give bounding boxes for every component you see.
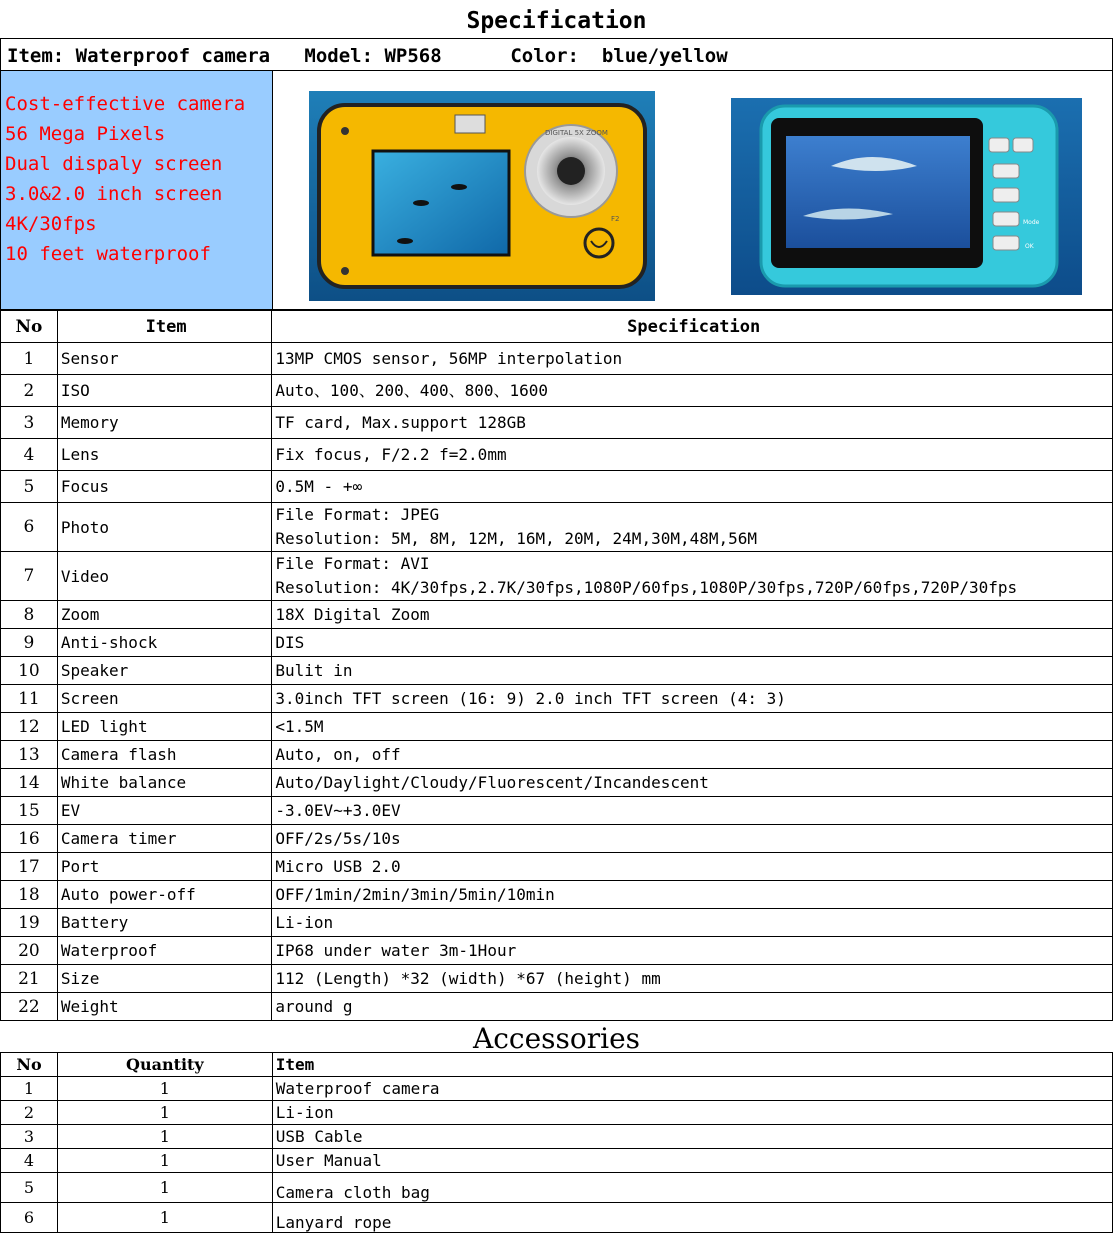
spec-no: 21: [1, 965, 58, 993]
spec-value-line: Fix focus, F/2.2 f=2.0mm: [275, 445, 507, 464]
spec-no: 11: [1, 685, 58, 713]
spec-row: [1, 937, 1113, 965]
spec-row: [1, 741, 1113, 769]
spec-row: [1, 601, 1113, 629]
acc-no: 4: [1, 1149, 58, 1173]
spec-row: [1, 552, 1113, 601]
spec-value: [272, 937, 1113, 965]
ok-label: OK: [1025, 243, 1034, 250]
spec-item-name: Video: [57, 552, 272, 601]
feature-list: [0, 70, 272, 310]
lens-ring-text: DIGITAL 5X ZOOM: [545, 129, 608, 137]
acc-no: 3: [1, 1125, 58, 1149]
spec-value: [272, 343, 1113, 375]
spec-row: [1, 965, 1113, 993]
spec-item-name: LED light: [57, 713, 272, 741]
spec-value-line: 3.0inch TFT screen (16: 9) 2.0 inch TFT screen (4: 3): [275, 689, 786, 708]
camera-front-image: [309, 91, 655, 301]
spec-item-name: EV: [57, 797, 272, 825]
spec-value: [272, 741, 1113, 769]
spec-value: [272, 825, 1113, 853]
spec-row: [1, 657, 1113, 685]
acc-header-item: Item: [272, 1053, 1112, 1077]
accessory-row: [1, 1101, 1113, 1125]
spec-item-name: Auto power-off: [57, 881, 272, 909]
spec-item-name: Anti-shock: [57, 629, 272, 657]
spec-value: [272, 629, 1113, 657]
spec-value: [272, 503, 1113, 552]
header-no: No: [1, 311, 58, 343]
spec-no: 5: [1, 471, 58, 503]
spec-no: 12: [1, 713, 58, 741]
feature-item: 10 feet waterproof: [5, 243, 211, 265]
spec-no: 6: [1, 503, 58, 552]
spec-no: 22: [1, 993, 58, 1021]
spec-row: [1, 909, 1113, 937]
acc-no: 6: [1, 1203, 58, 1233]
spec-value: [272, 853, 1113, 881]
spec-value-line: 18X Digital Zoom: [275, 605, 430, 624]
accessory-row: [1, 1149, 1113, 1173]
spec-value: [272, 909, 1113, 937]
spec-value: [272, 552, 1113, 601]
spec-row: [1, 797, 1113, 825]
spec-item-name: Photo: [57, 503, 272, 552]
spec-no: 13: [1, 741, 58, 769]
spec-table: [0, 310, 1113, 1021]
spec-value-line: OFF/1min/2min/3min/5min/10min: [275, 885, 555, 904]
spec-value-line: OFF/2s/5s/10s: [275, 829, 401, 848]
accessories-table: [0, 1052, 1113, 1233]
feature-item: 56 Mega Pixels: [5, 123, 166, 145]
accessories-title: Accessories: [472, 1022, 641, 1055]
spec-no: 19: [1, 909, 58, 937]
feature-item: 3.0&2.0 inch screen: [5, 183, 223, 205]
spec-value-line: around g: [275, 997, 353, 1016]
spec-item-name: Waterproof: [57, 937, 272, 965]
spec-row: [1, 343, 1113, 375]
acc-no: 2: [1, 1101, 58, 1125]
acc-quantity: 1: [57, 1125, 272, 1149]
spec-value: [272, 375, 1113, 407]
spec-value: [272, 881, 1113, 909]
accessory-row: [1, 1125, 1113, 1149]
acc-no: 5: [1, 1173, 58, 1203]
spec-value: [272, 471, 1113, 503]
spec-item-name: Speaker: [57, 657, 272, 685]
spec-value-line: Micro USB 2.0: [275, 857, 401, 876]
spec-row: [1, 713, 1113, 741]
spec-value-line: 112 (Length) *32 (width) *67 (height) mm: [275, 969, 661, 988]
acc-item: User Manual: [272, 1149, 1112, 1173]
acc-header-no: No: [1, 1053, 58, 1077]
acc-item: Li-ion: [272, 1101, 1112, 1125]
spec-value-line: File Format: JPEG: [275, 505, 440, 524]
product-photos: [272, 70, 1113, 310]
spec-value: [272, 993, 1113, 1021]
acc-item: Lanyard rope: [272, 1203, 1112, 1233]
spec-row: [1, 629, 1113, 657]
feature-item: 4K/30fps: [5, 213, 97, 235]
acc-quantity: 1: [57, 1149, 272, 1173]
spec-value: [272, 713, 1113, 741]
spec-item-name: Sensor: [57, 343, 272, 375]
spec-value-line: Resolution: 4K/30fps,2.7K/30fps,1080P/60fps,1080P/30fps,720P/60fps,720P/30fps: [275, 578, 1018, 597]
spec-no: 2: [1, 375, 58, 407]
spec-value: [272, 965, 1113, 993]
spec-item-name: Focus: [57, 471, 272, 503]
spec-no: 20: [1, 937, 58, 965]
spec-value-line: -3.0EV~+3.0EV: [275, 801, 401, 820]
header-item: Item: [57, 311, 272, 343]
spec-no: 1: [1, 343, 58, 375]
spec-item-name: Zoom: [57, 601, 272, 629]
item-model-color-line: Item: Waterproof camera Model: WP568 Color: blue/yellow: [0, 38, 1113, 70]
spec-value-line: <1.5M: [275, 717, 324, 736]
spec-value: [272, 407, 1113, 439]
page-title: Specification: [466, 8, 647, 34]
lens-aperture-text: F2: [611, 215, 620, 223]
spec-value: [272, 601, 1113, 629]
spec-row: [1, 769, 1113, 797]
spec-no: 16: [1, 825, 58, 853]
accessory-row: [1, 1173, 1113, 1203]
acc-header-row: [1, 1053, 1113, 1077]
spec-item-name: ISO: [57, 375, 272, 407]
camera-back-image: [731, 98, 1082, 295]
spec-no: 7: [1, 552, 58, 601]
accessory-row: [1, 1077, 1113, 1101]
spec-value: [272, 685, 1113, 713]
spec-row: [1, 993, 1113, 1021]
spec-value-line: Auto, on, off: [275, 745, 401, 764]
spec-item-name: Weight: [57, 993, 272, 1021]
spec-value: [272, 769, 1113, 797]
spec-row: [1, 881, 1113, 909]
spec-value: [272, 439, 1113, 471]
spec-row: [1, 825, 1113, 853]
acc-quantity: 1: [57, 1173, 272, 1203]
acc-quantity: 1: [57, 1203, 272, 1233]
spec-value-line: File Format: AVI: [275, 554, 430, 573]
spec-item-name: Battery: [57, 909, 272, 937]
spec-no: 8: [1, 601, 58, 629]
spec-item-name: Memory: [57, 407, 272, 439]
acc-item: Camera cloth bag: [272, 1173, 1112, 1203]
spec-value-line: Li-ion: [275, 913, 334, 932]
spec-value-line: IP68 under water 3m-1Hour: [275, 941, 517, 960]
spec-value-line: TF card, Max.support 128GB: [275, 413, 526, 432]
spec-value-line: Auto、100、200、400、800、1600: [275, 381, 549, 400]
spec-value-line: 0.5M - +∞: [275, 477, 363, 496]
acc-quantity: 1: [57, 1077, 272, 1101]
spec-no: 3: [1, 407, 58, 439]
feature-item: Cost-effective camera: [5, 93, 246, 115]
acc-header-quantity: Quantity: [57, 1053, 272, 1077]
spec-no: 15: [1, 797, 58, 825]
header-spec: Specification: [272, 311, 1113, 343]
spec-header-row: [1, 311, 1113, 343]
spec-row: [1, 471, 1113, 503]
spec-item-name: White balance: [57, 769, 272, 797]
spec-item-name: Size: [57, 965, 272, 993]
accessory-row: [1, 1203, 1113, 1233]
spec-row: [1, 407, 1113, 439]
spec-value: [272, 797, 1113, 825]
spec-no: 18: [1, 881, 58, 909]
acc-item: USB Cable: [272, 1125, 1112, 1149]
spec-row: [1, 375, 1113, 407]
spec-value-line: Auto/Daylight/Cloudy/Fluorescent/Incandescent: [275, 773, 709, 792]
spec-value-line: DIS: [275, 633, 305, 652]
spec-value-line: Bulit in: [275, 661, 353, 680]
acc-item: Waterproof camera: [272, 1077, 1112, 1101]
spec-row: [1, 439, 1113, 471]
acc-quantity: 1: [57, 1101, 272, 1125]
spec-row: [1, 853, 1113, 881]
spec-value: [272, 657, 1113, 685]
spec-no: 10: [1, 657, 58, 685]
feature-item: Dual dispaly screen: [5, 153, 223, 175]
spec-item-name: Lens: [57, 439, 272, 471]
spec-row: [1, 503, 1113, 552]
mode-label: Mode: [1023, 219, 1040, 226]
spec-no: 9: [1, 629, 58, 657]
acc-no: 1: [1, 1077, 58, 1101]
spec-row: [1, 685, 1113, 713]
spec-value-line: 13MP CMOS sensor, 56MP interpolation: [275, 349, 623, 368]
spec-no: 14: [1, 769, 58, 797]
spec-item-name: Camera flash: [57, 741, 272, 769]
spec-item-name: Port: [57, 853, 272, 881]
spec-item-name: Screen: [57, 685, 272, 713]
spec-no: 4: [1, 439, 58, 471]
spec-value-line: Resolution: 5M, 8M, 12M, 16M, 20M, 24M,30M,48M,56M: [275, 529, 758, 548]
spec-item-name: Camera timer: [57, 825, 272, 853]
spec-no: 17: [1, 853, 58, 881]
